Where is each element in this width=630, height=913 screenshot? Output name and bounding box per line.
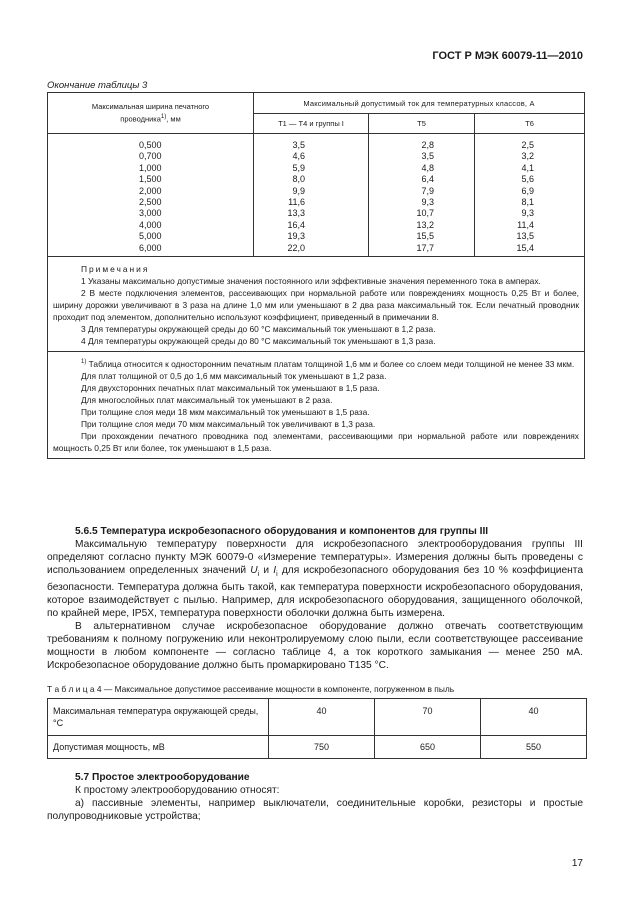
table4-caption: Т а б л и ц а 4 — Максимальное допустимое рассеивание мощности в компоненте, погруженном в пыль (47, 684, 455, 694)
t6-values: 2,5 3,2 4,1 5,6 6,9 8,1 9,3 11,4 13,5 15,4 (475, 134, 585, 257)
row-label: Максимальная температура окружающей среды, °С (48, 699, 269, 736)
current-group-header: Максимальный допустимый ток для температурных классов, А (254, 93, 585, 114)
cell: 70 (375, 699, 481, 736)
cell: 750 (269, 736, 375, 759)
paragraph: В альтернативном случае искробезопасное оборудование должно отвечать соответствующим требованиям к полному погружению или неконтролируемому слою пыли, если соответствующее рассеивание мощности в любом компоненте — согласно таблице 4, а ток короткого замыкания — менее 250 мА. Искробезопасное оборудование должно быть промаркировано Т135 °С. (47, 621, 583, 672)
width-values: 0,500 0,700 1,000 1,500 2,000 2,500 3,000 4,000 5,000 6,000 (48, 134, 254, 257)
cell: 40 (269, 699, 375, 736)
header-t5: Т5 (369, 114, 475, 134)
table3-notes: Примечания 1 Указаны максимально допустимые значения постоянного или эффективные значения переменного тока в амперах. 2 В месте подключения элементов, рассеивающих при нормальной работе или повреждениях мощность 0,25 Вт и более, ширину дорожки увеличивают в 3 раза на длине 1,0 мм или уменьшают в 2 два раза максимальный ток. Если печатный проводник проходит под элементом, дополнительно используют коэффициент, приведенный в примечании 8. 3 Для температуры окружающей среды до 60 °С максимальный ток уменьшают в 1,2 раза. 4 Для температуры окружающей среды до 80 °С максимальный ток уменьшают в 1,3 раза. (48, 256, 585, 351)
section-5-7 (47, 771, 583, 823)
header-t6: Т6 (475, 114, 585, 134)
note-2: 2 В месте подключения элементов, рассеивающих при нормальной работе или повреждениях мощность 0,25 Вт и более, ширину дорожки увеличивают в 3 раза на длине 1,0 мм или уменьшают в 2 два раза максимальный ток. Если печатный проводник проходит под элементом, дополнительно используют коэффициент, приведенный в примечании 8. (53, 287, 579, 322)
table3-footnote: $^{1)}$ Таблица относится к односторонним печатным платам толщиной 1,6 мм и более со слоем меди толщиной не менее 33 мкм. Для плат толщиной от 0,5 до 1,6 мм максимальный ток уменьшают в 1,2 раза. Для двухсторонних печатных плат максимальный ток уменьшают в 1,5 раза. Для многослойных плат максимальный ток уменьшают в 2 раза. При толщине слоя меди 18 мкм максимальный ток уменьшают в 1,5 раза. При толщине слоя меди 70 мкм максимальный ток увеличивают в 1,3 раза. При прохождении печатного проводника под элементами, рассеивающими при нормальной работе или повреждениях мощность 0,25 Вт или более, ток уменьшают в 1,5 раза. (48, 351, 585, 458)
section-5-6-5 (47, 525, 583, 672)
paragraph: К простому электрооборудованию относят: (75, 785, 280, 796)
paragraph: Максимальную температуру поверхности для искробезопасного электрооборудования группы III определяют согласно пункту МЭК 60079-0 «Измерение температуры». Измерения должны быть проведены с использованием определенных значений $U_i$ и $I_i$ для искробезопасного оборудования без 10 % коэффициента безопасности. Температура должна быть такой, как температура поверхности искробезопасного оборудования, которое взаимодействует с пылью. Например, для искробезопасного оборудования, защищенного оболочкой, по крайней мере, IP5X, температура поверхности оболочки должна быть измерена. (47, 539, 583, 620)
section-heading: 5.6.5 Температура искробезопасного оборудования и компонентов для группы III (75, 526, 489, 537)
section-heading: 5.7 Простое электрооборудование (75, 772, 250, 783)
cell: 650 (375, 736, 481, 759)
document-header: ГОСТ Р МЭК 60079-11—2010 (432, 50, 583, 62)
note-4: 4 Для температуры окружающей среды до 80 °С максимальный ток уменьшают в 1,3 раза. (81, 335, 436, 346)
table4 (47, 698, 587, 759)
cell: 40 (481, 699, 587, 736)
t1-t4-values: 3,5 4,6 5,9 8,0 9,9 11,6 13,3 16,4 19,3 22,0 (254, 134, 369, 257)
header-t1-t4: Т1 — Т4 и группы I (254, 114, 369, 134)
row-label: Допустимая мощность, мВ (48, 736, 269, 759)
table3-caption: Окончание таблицы 3 (47, 80, 148, 91)
table3 (47, 92, 585, 459)
note-1: 1 Указаны максимально допустимые значения постоянного или эффективные значения переменного тока в амперах. (81, 275, 541, 286)
t5-values: 2,8 3,5 4,8 6,4 7,9 9,3 10,7 13,2 15,5 17,7 (369, 134, 475, 257)
page-number: 17 (571, 858, 583, 869)
note-3: 3 Для температуры окружающей среды до 60 °С максимальный ток уменьшают в 1,2 раза. (81, 323, 436, 334)
cell: 550 (481, 736, 587, 759)
width-column-header: Максимальная ширина печатного проводника$^{1)}$, мм (48, 93, 254, 134)
list-item: а) пассивные элементы, например выключатели, соединительные коробки, резисторы и простые полупроводниковые устройства; (47, 798, 583, 822)
